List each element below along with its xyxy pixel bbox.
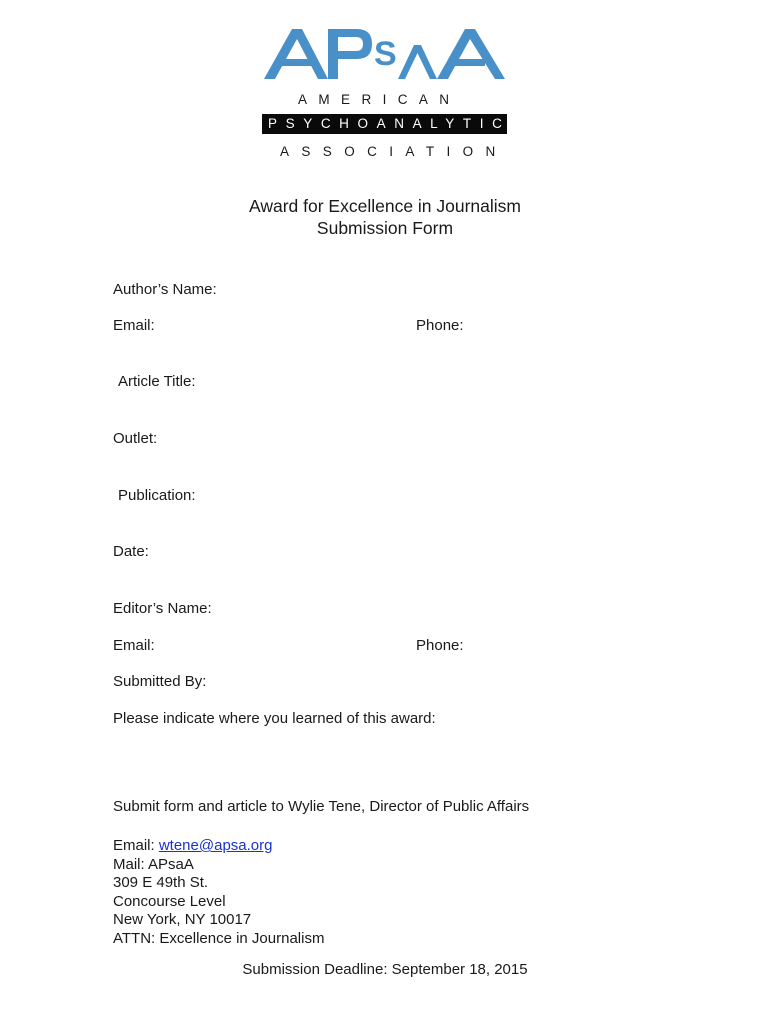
form-subtitle: Submission Form — [316, 218, 454, 238]
outlet-label: Outlet: — [113, 430, 158, 447]
learned-of-award-label: Please indicate where you learned of this award: — [113, 710, 436, 727]
editor-name-label: Editor’s Name: — [113, 600, 212, 617]
author-name-label: Author’s Name: — [113, 281, 217, 298]
publication-label: Publication: — [118, 487, 196, 504]
logo-letter-s: S — [374, 35, 397, 73]
address-city: New York, NY 10017 — [113, 911, 252, 928]
logo-text-psychoanalytic: PSYCHOANALYTIC — [262, 114, 507, 134]
submission-deadline: Submission Deadline: September 18, 2015 — [242, 961, 528, 978]
article-title-label: Article Title: — [118, 373, 196, 390]
apsaa-logo-mark — [262, 25, 507, 85]
submitted-by-label: Submitted By: — [113, 673, 207, 690]
address-level: Concourse Level — [113, 892, 226, 910]
logo-text-association: ASSOCIATION — [280, 144, 508, 159]
mailing-info — [113, 837, 324, 948]
author-email-label: Email: — [113, 317, 155, 334]
email-line — [113, 837, 324, 856]
email-label: Email: — [113, 837, 159, 854]
apsaa-logo — [262, 25, 511, 165]
date-label: Date: — [113, 543, 149, 560]
logo-text-american: AMERICAN — [298, 92, 461, 107]
author-phone-label: Phone: — [416, 317, 464, 334]
form-title: Award for Excellence in Journalism — [248, 196, 522, 216]
editor-email-label: Email: — [113, 637, 155, 654]
editor-phone-label: Phone: — [416, 637, 464, 654]
attn-line: ATTN: Excellence in Journalism — [113, 929, 325, 947]
email-link[interactable]: wtene@apsa.org — [158, 837, 273, 854]
mail-line: Mail: APsaA — [113, 855, 194, 873]
address-street: 309 E 49th St. — [113, 874, 209, 891]
submission-instruction: Submit form and article to Wylie Tene, Director of Public Affairs — [113, 798, 530, 815]
